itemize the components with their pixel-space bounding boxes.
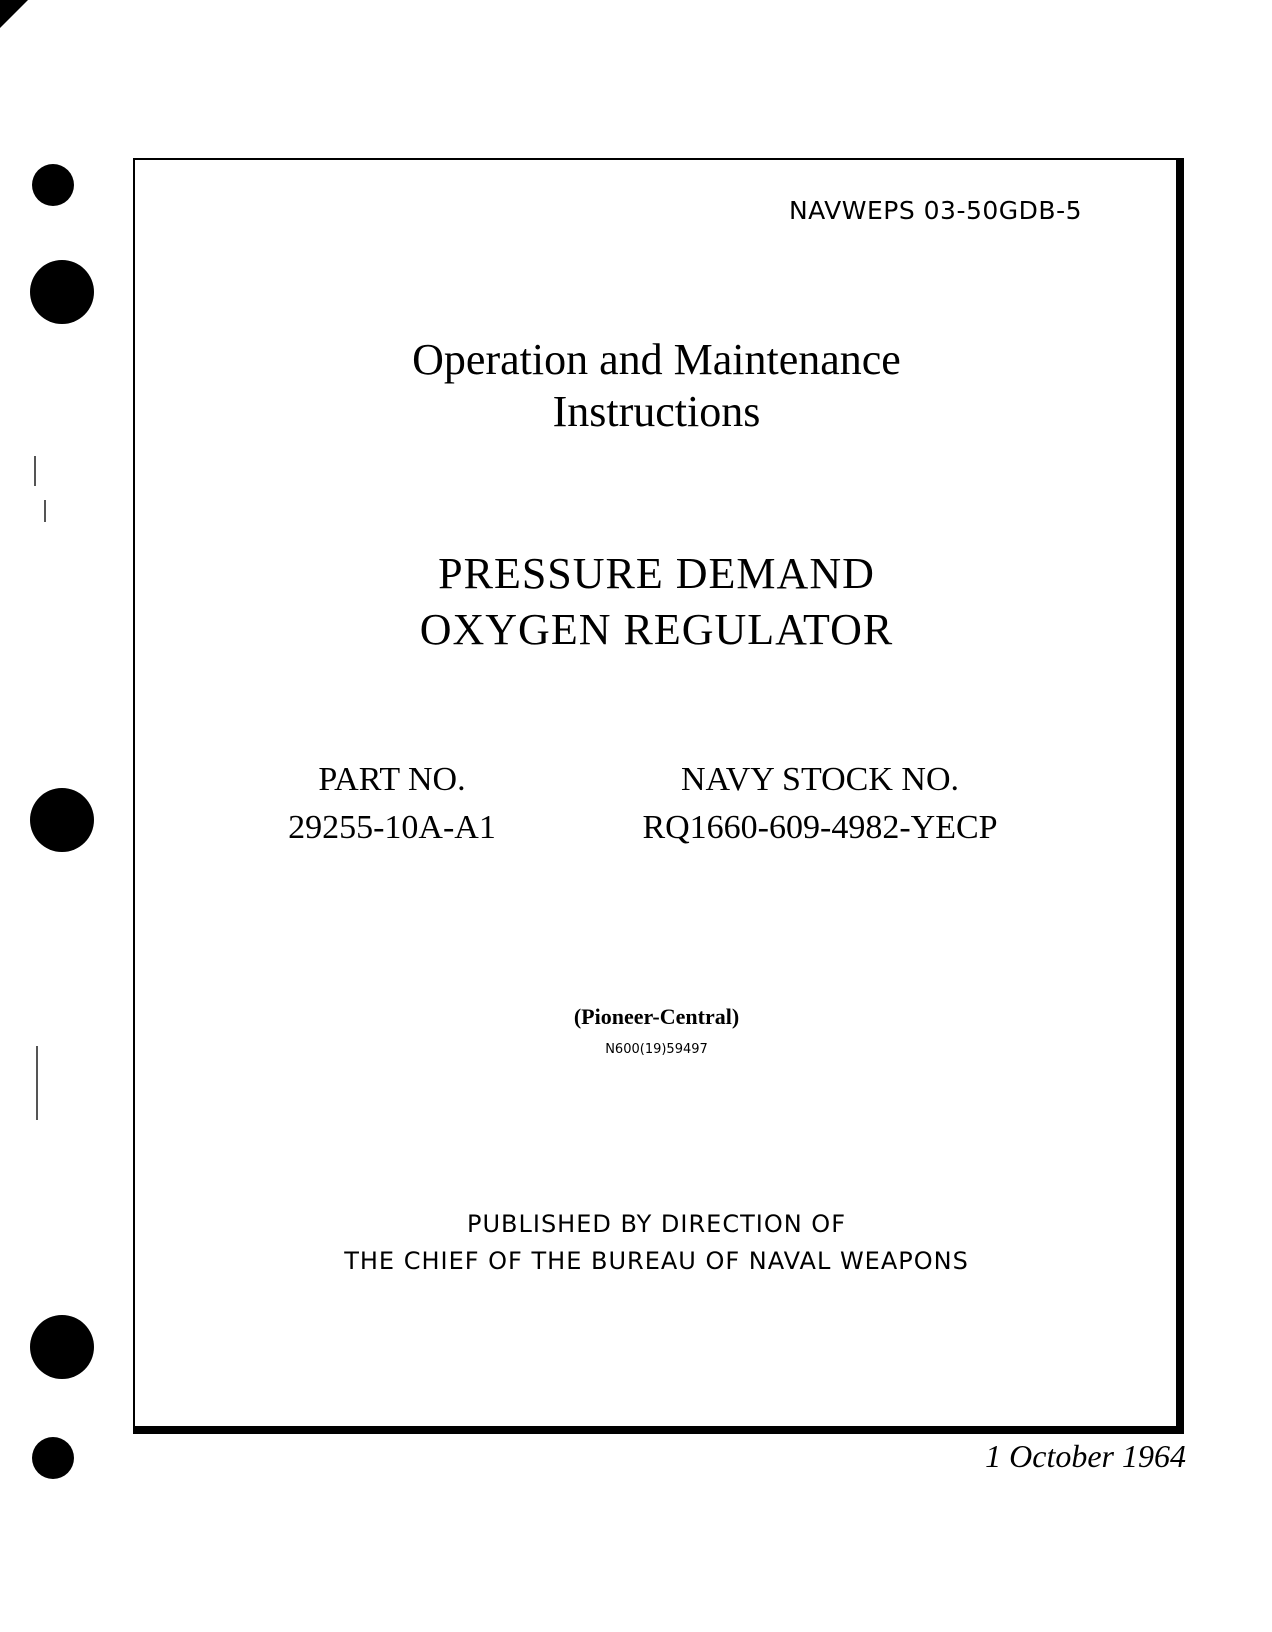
margin-speck <box>36 1046 38 1120</box>
publication-authority <box>133 1206 1180 1280</box>
publication-date: 1 October 1964 <box>985 1438 1186 1474</box>
stock-number-value: RQ1660-609-4982-YECP <box>642 809 998 846</box>
part-number-block <box>262 756 522 852</box>
document-subject-line: OXYGEN REGULATOR <box>419 605 894 654</box>
part-number-label: PART NO. <box>318 761 466 798</box>
binder-hole-1 <box>32 164 74 206</box>
document-subject <box>133 546 1180 658</box>
binder-hole-4 <box>30 1315 94 1379</box>
publication-authority-line: THE CHIEF OF THE BUREAU OF NAVAL WEAPONS <box>344 1247 969 1275</box>
document-subject-line: PRESSURE DEMAND <box>438 549 875 598</box>
contract-number: N600(19)59497 <box>605 1042 708 1057</box>
binder-hole-2 <box>30 260 94 324</box>
binder-hole-5 <box>32 1437 74 1479</box>
margin-speck <box>34 456 36 486</box>
stock-number-block <box>630 756 1010 852</box>
publication-authority-line: PUBLISHED BY DIRECTION OF <box>466 1210 846 1238</box>
document-title <box>133 334 1180 438</box>
manufacturer: (Pioneer-Central) <box>573 1004 740 1029</box>
part-number-value: 29255-10A-A1 <box>288 809 496 846</box>
margin-speck <box>44 500 46 522</box>
document-title-line: Operation and Maintenance <box>412 335 901 384</box>
document-number: NAVWEPS 03-50GDB-5 <box>788 196 1082 225</box>
binder-hole-3 <box>30 788 94 852</box>
corner-scan-mark <box>0 0 28 28</box>
stock-number-label: NAVY STOCK NO. <box>680 761 960 798</box>
document-title-line: Instructions <box>552 387 761 436</box>
cover-frame-bottom-edge <box>133 1426 1184 1434</box>
